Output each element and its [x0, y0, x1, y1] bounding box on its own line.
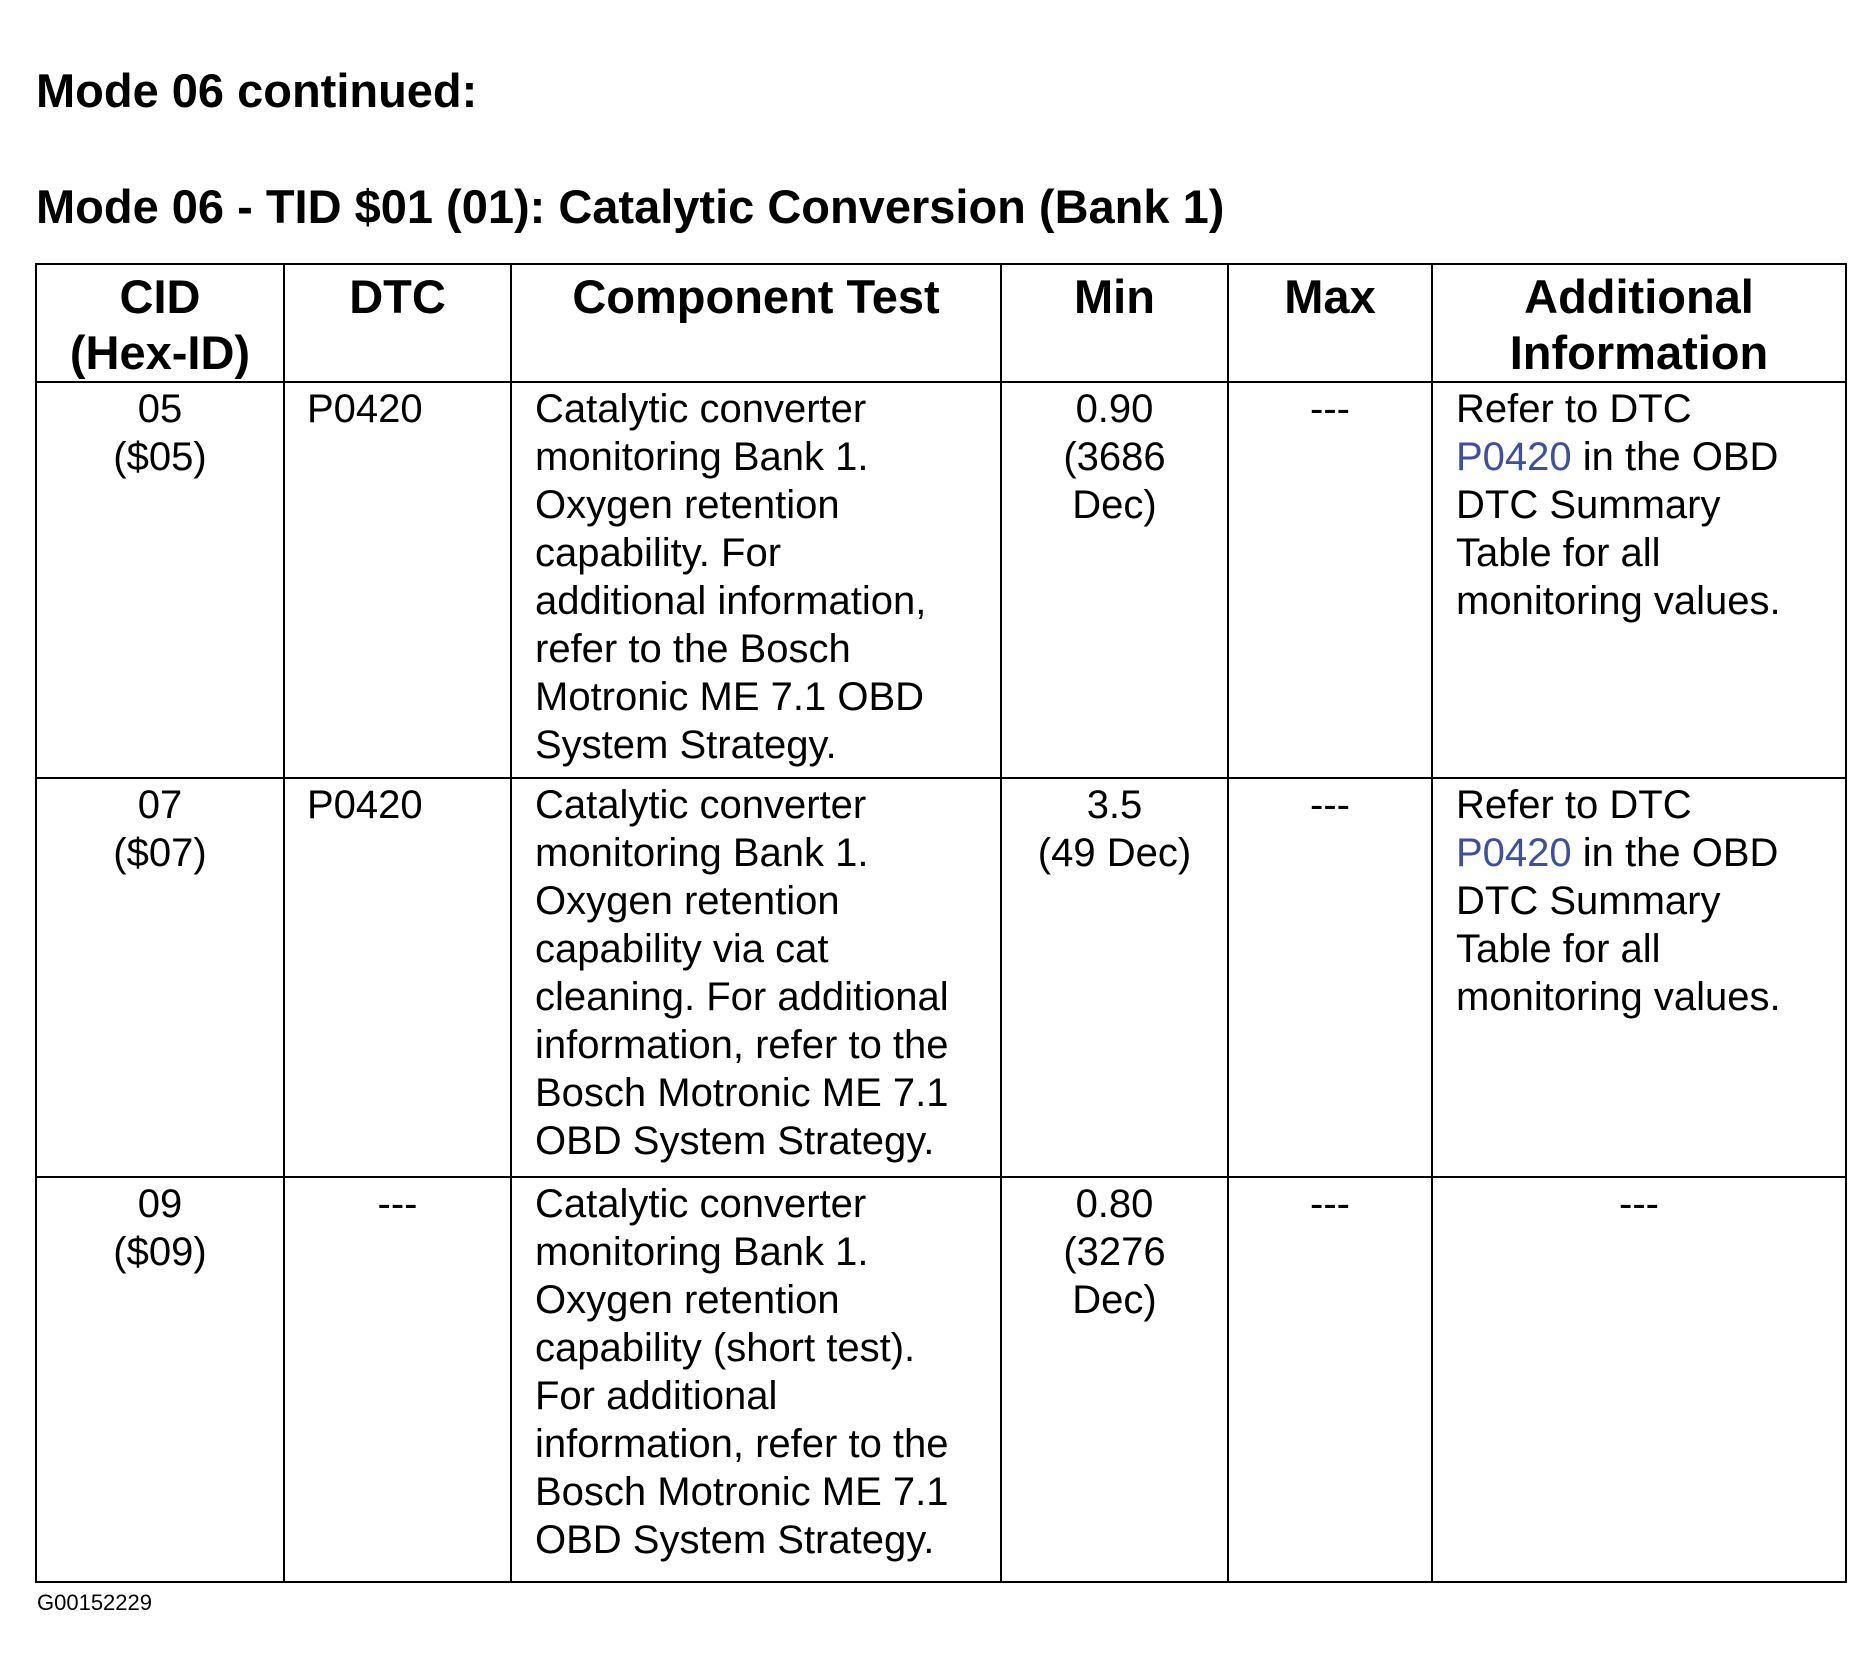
header-additional-information: Additional Information [1432, 264, 1846, 382]
cell-additional-information: --- [1432, 1177, 1846, 1582]
cell-additional-information: Refer to DTC P0420 in the OBD DTC Summary Table for all monitoring values. [1432, 778, 1846, 1177]
cell-cid: 09 ($09) [36, 1177, 284, 1582]
cell-min: 0.80 (3276 Dec) [1001, 1177, 1228, 1582]
cell-component-test: Catalytic converter monitoring Bank 1. Oxygen retention capability (short test). For additional information, refer to the Bosch Motronic ME 7.1 OBD System Strategy. [511, 1177, 1001, 1582]
header-dtc: DTC [284, 264, 511, 382]
cell-max: --- [1228, 778, 1432, 1177]
cell-dtc: P0420 [284, 778, 511, 1177]
mode06-table-container [35, 263, 1847, 1583]
cell-cid: 07 ($07) [36, 778, 284, 1177]
cell-component-test: Catalytic converter monitoring Bank 1. Oxygen retention capability. For additional information, refer to the Bosch Motronic ME 7.1 OBD System Strategy. [511, 382, 1001, 778]
header-min: Min [1001, 264, 1228, 382]
table-row [36, 778, 1846, 1177]
cell-min: 0.90 (3686 Dec) [1001, 382, 1228, 778]
header-max: Max [1228, 264, 1432, 382]
header-component-test: Component Test [511, 264, 1001, 382]
figure-code: G00152229 [37, 1590, 152, 1615]
cell-dtc: --- [284, 1177, 511, 1582]
cell-min: 3.5 (49 Dec) [1001, 778, 1228, 1177]
table-row [36, 382, 1846, 778]
page-heading: Mode 06 continued: [36, 64, 478, 117]
cell-max: --- [1228, 1177, 1432, 1582]
dtc-link-p0420[interactable]: P0420 [1456, 831, 1572, 875]
cell-dtc: P0420 [284, 382, 511, 778]
cell-max: --- [1228, 382, 1432, 778]
cell-additional-information: Refer to DTC P0420 in the OBD DTC Summary Table for all monitoring values. [1432, 382, 1846, 778]
mode06-table [35, 263, 1847, 1583]
table-title: Mode 06 - TID $01 (01): Catalytic Conversion (Bank 1) [36, 180, 1225, 233]
dtc-link-p0420[interactable]: P0420 [1456, 435, 1572, 479]
header-cid: CID (Hex-ID) [36, 264, 284, 382]
table-header-row [36, 264, 1846, 382]
table-row [36, 1177, 1846, 1582]
cell-cid: 05 ($05) [36, 382, 284, 778]
cell-component-test: Catalytic converter monitoring Bank 1. Oxygen retention capability via cat cleaning. For additional information, refer to the Bosch Motronic ME 7.1 OBD System Strategy. [511, 778, 1001, 1177]
